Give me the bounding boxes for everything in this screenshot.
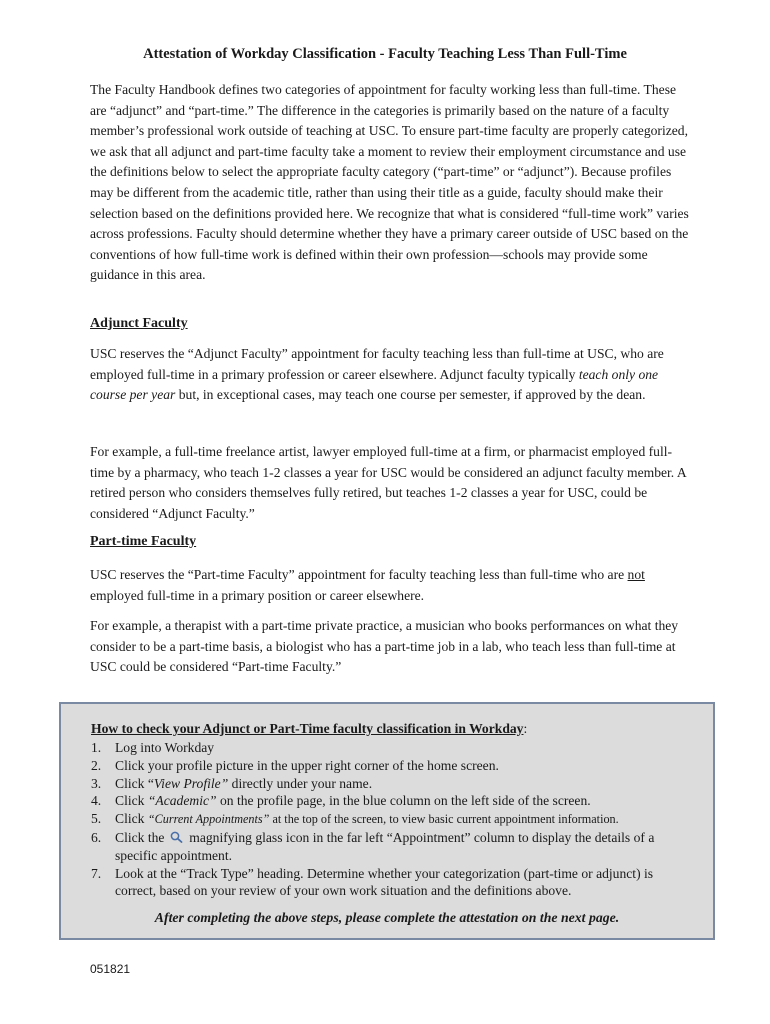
step-item: 7. Look at the “Track Type” heading. Determine whether your categorization (part-time or adjunct) is correct, based on your review of your own work situation and the definitions above.	[91, 865, 654, 899]
intro-paragraph: The Faculty Handbook defines two categories of appointment for faculty working less than full-time. These are “adjunct” and “part-time.” The difference in the categories is primarily based on the nature of a faculty member’s professional work outside of teaching at USC. To ensure part-time faculty are properly categorized, we ask that all adjunct and part-time faculty take a moment to review their employment circumstance and use the definitions below to select the appropriate faculty category (“part-time” or “adjunct”). Because profiles may be different from the academic title, rather than using their title as a guide, faculty should make their selection based on the definitions provided here. We recognize that what is considered “full-time work” varies across professions. Faculty should determine whether they have a primary career outside of USC based on the conventions of how full-time work is defined within their own profession—schools may provide some guidance in this area.	[90, 82, 689, 283]
step-item: 5. Click “Current Appointments” at the top of the screen, to view basic current appointment information.	[91, 811, 619, 827]
adjunct-emphasis: teach only one course per year	[90, 366, 659, 403]
parttime-definition: USC reserves the “Part-time Faculty” appointment for faculty teaching less than full-time who are not employed full-time in a primary position or career elsewhere.	[90, 567, 645, 603]
instructions-steps	[91, 739, 691, 900]
document-title: Attestation of Workday Classification - Faculty Teaching Less Than Full-Time	[143, 46, 627, 62]
instructions-footer: After completing the above steps, please complete the attestation on the next page.	[154, 910, 620, 925]
step-item: 6. Click the magnifying glass icon in the far left “Appointment” column to display the details of a specific appointment.	[91, 829, 655, 863]
document-code: 051821	[90, 962, 131, 976]
step-item: 3. Click “View Profile” directly under your name.	[91, 775, 373, 791]
step-item: 2. Click your profile picture in the upper right corner of the home screen.	[91, 757, 499, 773]
parttime-heading: Part-time Faculty	[90, 534, 197, 549]
instructions-heading: How to check your Adjunct or Part-Time faculty classification in Workday:	[91, 721, 528, 736]
adjunct-definition: USC reserves the “Adjunct Faculty” appointment for faculty teaching less than full-time at USC, who are employed full-time in a primary profession or career elsewhere. Adjunct faculty typically teach only one course per year but, in exceptional cases, may teach one course per semester, if approved by the dean.	[90, 346, 664, 403]
adjunct-heading: Adjunct Faculty	[90, 316, 188, 331]
instructions-box	[59, 702, 715, 940]
parttime-not-underline: not	[627, 567, 645, 582]
parttime-example: For example, a therapist with a part-time private practice, a musician who books performances on what they consider to be a part-time basis, a biologist who has a part-time job in a lab, who teach less than full-time at USC could be considered “Part-time Faculty.”	[90, 618, 679, 675]
magnifying-glass-icon	[170, 830, 184, 842]
adjunct-example: For example, a full-time freelance artist, lawyer employed full-time at a firm, or pharmacist employed full-time by a pharmacy, who teach 1-2 classes a year for USC would be considered an adjunct faculty member. A retired person who considers themselves fully retired, but teaches 1-2 classes a year for USC, could be considered “Adjunct Faculty.”	[90, 444, 686, 521]
step-item: 1. Log into Workday	[91, 740, 215, 755]
step-item: 4. Click “Academic” on the profile page, in the blue column on the left side of the screen.	[91, 793, 591, 809]
